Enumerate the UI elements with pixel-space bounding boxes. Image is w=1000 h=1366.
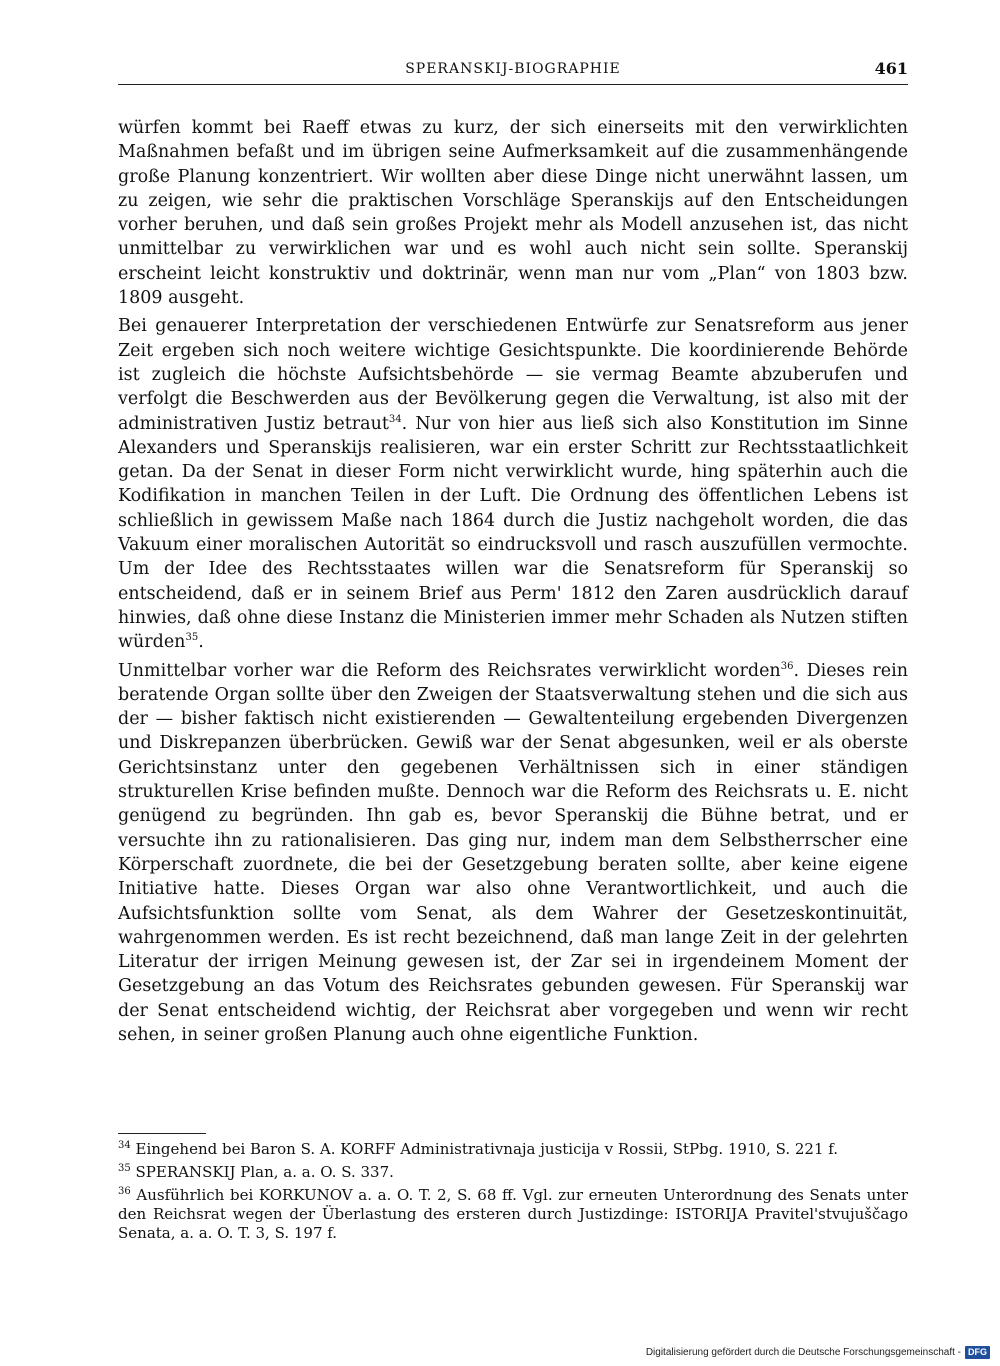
paragraph-3-continued: Dieses rein beratende Organ sollte über den Zweigen der Staatsverwaltung stehen und die sich aus der — bisher faktisch nicht existierenden — Gewaltenteilung ergebenden Divergenzen und Diskrepanzen überbrücken. Gewiß war der Senat abgesunken, weil er als oberste Gerichtsinstanz unter den gegebenen Verhältnissen sich in einer ständigen strukturellen Krise befinden mußte. Dennoch war die Reform des Reichsrats u. E. nicht genügend zu begründen. Ihn gab es, bevor Speranskij die Bühne betrat, und er versuchte ihn zu rationalisieren. Das ging nur, indem man dem Selbstherrscher eine Körperschaft zuordnete, die bei der Gesetzgebung beraten sollte, aber keine eigene Initiative hatte. Dieses Organ war also ohne Verantwortlichkeit, und auch die Aufsichtsfunktion sollte vom Senat, als dem Wahrer der Gesetzeskontinuität, wahrgenommen werden. Es ist recht bezeichnend, daß man lange Zeit in der gelehrten Literatur der irrigen Meinung gewesen ist, der Zar sei in irgendeinem Moment der Gesetzgebung an das Votum des Reichsrates gebunden gewesen. Für Speranskij war der Senat entscheidend wichtig, der Reichsrat aber vorgegeben und wenn wir recht sehen, in seiner großen Planung auch ohne eigentliche Funktion.: [118, 660, 908, 1045]
footnotes: [118, 1140, 908, 1247]
paragraph-3-dot: .: [793, 660, 800, 681]
paragraph-3: [118, 659, 908, 1048]
dfg-logo-icon: DFG: [965, 1346, 990, 1359]
footnote-number: 34: [118, 1140, 131, 1151]
footnote-number: 35: [118, 1163, 131, 1174]
funding-note-text: Digitalisierung gefördert durch die Deutsche Forschungsgemeinschaft -: [645, 1347, 961, 1358]
paragraph-2-end: .: [198, 632, 204, 653]
body-text: [118, 116, 908, 1051]
paragraph-1-text: würfen kommt bei Raeff etwas zu kurz, der sich einerseits mit den verwirklichten Maßnahmen befaßt und im übrigen seine Aufmerksamkeit auf die zusammenhängende große Planung konzentriert. Wir wollten aber diese Dinge nicht unerwähnt lassen, um zu zeigen, wie sehr die praktischen Vorschläge Speranskijs auf den Entscheidungen vorher beruhen, und daß sein großes Projekt mehr als Modell anzusehen ist, das nicht unmittelbar zu verwirklichen war und es wohl auch nicht sein sollte. Speranskij erscheint leicht konstruktiv und doktrinär, wenn man nur vom „Plan“ von 1803 bzw. 1809 ausgeht.: [118, 118, 908, 309]
footnote-text: Eingehend bei Baron S. A. KORFF Administrativnaja justicija v Rossii, StPbg. 1910, S. 221 f.: [135, 1140, 839, 1158]
footnote-ref-35: 35: [185, 632, 199, 644]
paragraph-2-text: Bei genauerer Interpretation der verschiedenen Entwürfe zur Senatsreform aus jener Zeit ergeben sich noch weitere wichtige Gesichtspunkte. Die koordinierende Behörde ist zugleich die höchste Aufsichtsbehörde — sie vermag Beamte abzuberufen und verfolgt die Beschwerden aus der Bevölkerung gegen die Verwaltung, ist also mit der administrativen Justiz betraut: [118, 316, 908, 434]
running-title: SPERANSKIJ-BIOGRAPHIE: [405, 61, 621, 77]
page-number: 461: [874, 59, 908, 78]
paragraph-1: [118, 116, 908, 310]
footnote-divider: [118, 1133, 206, 1134]
paragraph-2: [118, 314, 908, 654]
footnote-number: 36: [118, 1186, 131, 1197]
paragraph-3-text: Unmittelbar vorher war die Reform des Reichsrates verwirklicht worden: [118, 660, 781, 681]
paragraph-2-continued: . Nur von hier aus ließ sich also Konstitution im Sinne Alexanders und Speranskijs realisieren, war ein erster Schritt zur Rechtsstaatlichkeit getan. Da der Senat in dieser Form nicht verwirklicht wurde, hing späterhin auch die Kodifikation in manchen Teilen in der Luft. Die Ordnung des öffentlichen Lebens ist schließlich in gewissem Maße nach 1864 durch die Justiz nachgeholt worden, die das Vakuum einer moralischen Autorität so eindrucksvoll und rasch auszufüllen vermochte. Um der Idee des Rechtsstaates willen war die Senatsreform für Speranskij so entscheidend, daß er in seinem Brief aus Perm' 1812 den Zaren ausdrücklich darauf hinwies, daß ohne diese Instanz die Ministerien immer mehr Schaden als Nutzen stiften würden: [118, 413, 908, 653]
footnote-text: SPERANSKIJ Plan, a. a. O. S. 337.: [135, 1163, 394, 1181]
footnote-text: Ausführlich bei KORKUNOV a. a. O. T. 2, S. 68 ff. Vgl. zur erneuten Unterordnung des Senats unter den Reichsrat wegen der Überlastung des ersteren durch Justizdinge: ISTORIJA Pravitel'stvujuščago Senata, a. a. O. T. 3, S. 197 f.: [118, 1186, 908, 1242]
footnote-35: [118, 1163, 908, 1182]
running-header: [118, 58, 908, 85]
footnote-ref-36: 36: [780, 660, 794, 672]
footnote-ref-34: 34: [388, 413, 402, 425]
funding-note: [646, 1346, 990, 1359]
footnote-34: [118, 1140, 908, 1159]
footnote-36: [118, 1186, 908, 1243]
